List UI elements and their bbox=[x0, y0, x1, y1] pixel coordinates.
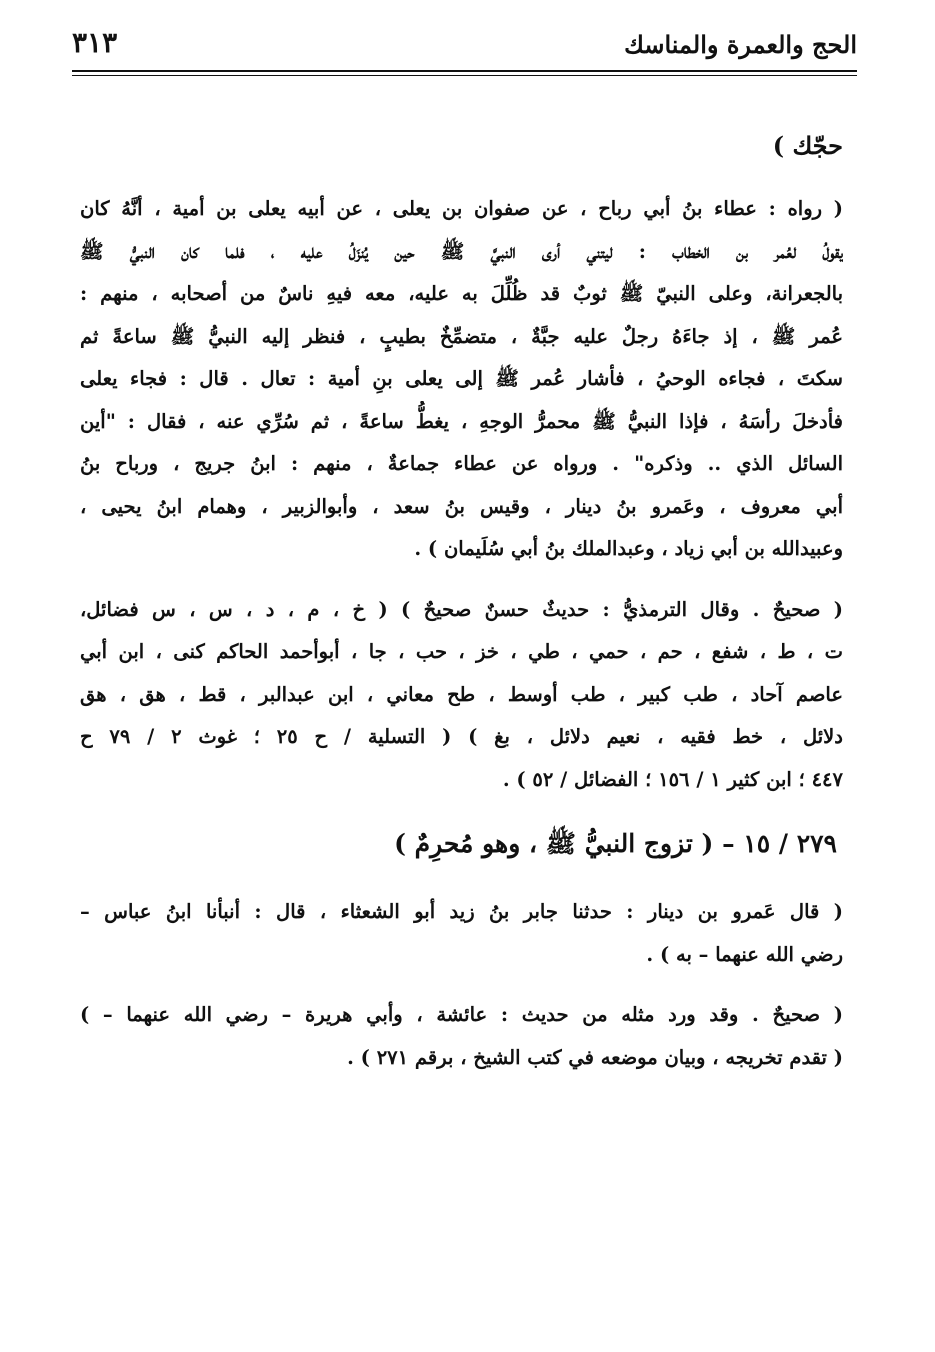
text-line: فأدخلَ رأسَهُ ، فإذا النبيُّ ﷺ محمرُّ الوجهِ ، يغطُّ ساعةً ، ثم سُرِّي عنه ، فقال : "أين bbox=[80, 409, 843, 433]
grading-paragraph bbox=[80, 994, 843, 1079]
text-line: ( صحيحٌ . وقال الترمذيُّ : حديثٌ حسنٌ صحيحٌ ) ( خ ، م ، د ، س ، س فضائل، bbox=[80, 597, 843, 621]
section-heading-tail: حجّك ) bbox=[772, 131, 843, 160]
running-header bbox=[72, 22, 857, 66]
text-line: ( صحيحٌ . وقد ورد مثله من حديث : عائشة ، وأبي هريرة – رضي الله عنهما – ) bbox=[80, 1003, 843, 1026]
text-line: ( رواه : عطاء بنُ أبي رباح ، عن صفوان بن يعلى ، عن أبيه يعلى بن أمية ، أنَّهُ كان bbox=[80, 197, 843, 220]
text-line: رضي الله عنهما – به ) . bbox=[646, 942, 843, 966]
text-line: ٤٤٧ ؛ ابن كثير ١ / ١٥٦ ؛ الفضائل / ٥٢ ) . bbox=[502, 767, 843, 791]
grading-paragraph bbox=[80, 589, 843, 802]
header-rule-thin bbox=[72, 75, 857, 76]
hadith-paragraph bbox=[80, 188, 843, 571]
text-line: ت ، ط ، شفع ، حم ، حمي ، طي ، خز ، حب ، جا ، أبوأحمد الحاكم كنى ، ابن أبي bbox=[80, 640, 843, 663]
running-header-title: الحج والعمرة والمناسك bbox=[624, 30, 857, 59]
text-line: السائل الذي .. وذكره" . ورواه عن عطاء جماعةٌ ، منهم : ابنُ جريج ، ورباح بنُ bbox=[80, 452, 843, 475]
text-line: أبي معروف ، وعَمرو بنُ دينار ، وقيس بنُ سعد ، وأبوالزبير ، وهمام ابنُ يحيى ، bbox=[80, 494, 843, 518]
page-number: ٣١٣ bbox=[72, 26, 118, 59]
header-rule bbox=[72, 70, 857, 72]
hadith-title: ٢٧٩ / ١٥ – ( تزوج النبيُّ ﷺ ، وهو مُحرِمٌ ) bbox=[394, 829, 837, 858]
text-line: دلائل ، خط فقيه ، نعيم دلائل ، بغ ) ( التسلية / ح ٢٥ ؛ غوث ٢ / ٧٩ ح bbox=[80, 725, 843, 748]
text-line: عاصم آحاد ، طب كبير ، طب أوسط ، طح معاني ، ابن عبدالبر ، قط ، هق ، هق bbox=[80, 682, 843, 706]
text-line: يقولُ لعُمر بن الخطاب : ليتني أرى النبيَّ ﷺ حين يُنزَلُ عليه ، فلما كان النبيُّ ﷺ bbox=[80, 239, 843, 263]
page-body bbox=[80, 118, 843, 1079]
text-line: ( قال عَمرو بن دينار : حدثنا جابر بنُ زيد أبو الشعثاء ، قال : أنبأنا ابنُ عباس – bbox=[80, 900, 843, 923]
text-line: عُمر ﷺ ، إذ جاءَهُ رجلٌ عليه جبَّةٌ ، متضمِّخٌ بطيبٍ ، فنظر إليه النبيُّ ﷺ ساعةً ثم bbox=[80, 324, 843, 348]
text-line: سكتَ ، فجاءه الوحيُ ، فأشار عُمر ﷺ إلى يعلى بنِ أمية : تعال . قال : فجاء يعلى bbox=[80, 367, 843, 390]
narration-paragraph bbox=[80, 891, 843, 976]
text-line: وعبيدالله بن أبي زياد ، وعبدالملك بنُ أبي سُلَيمان ) . bbox=[414, 537, 843, 560]
text-line: بالجعرانة، وعلى النبيّ ﷺ ثوبٌ قد ظُلِّلَ به عليه، معه فيهِ ناسٌ من أصحابه ، منهم : bbox=[80, 282, 843, 305]
text-line: ( تقدم تخريجه ، وبيان موضعه في كتب الشيخ ، برقم ٢٧١ ) . bbox=[347, 1045, 843, 1069]
